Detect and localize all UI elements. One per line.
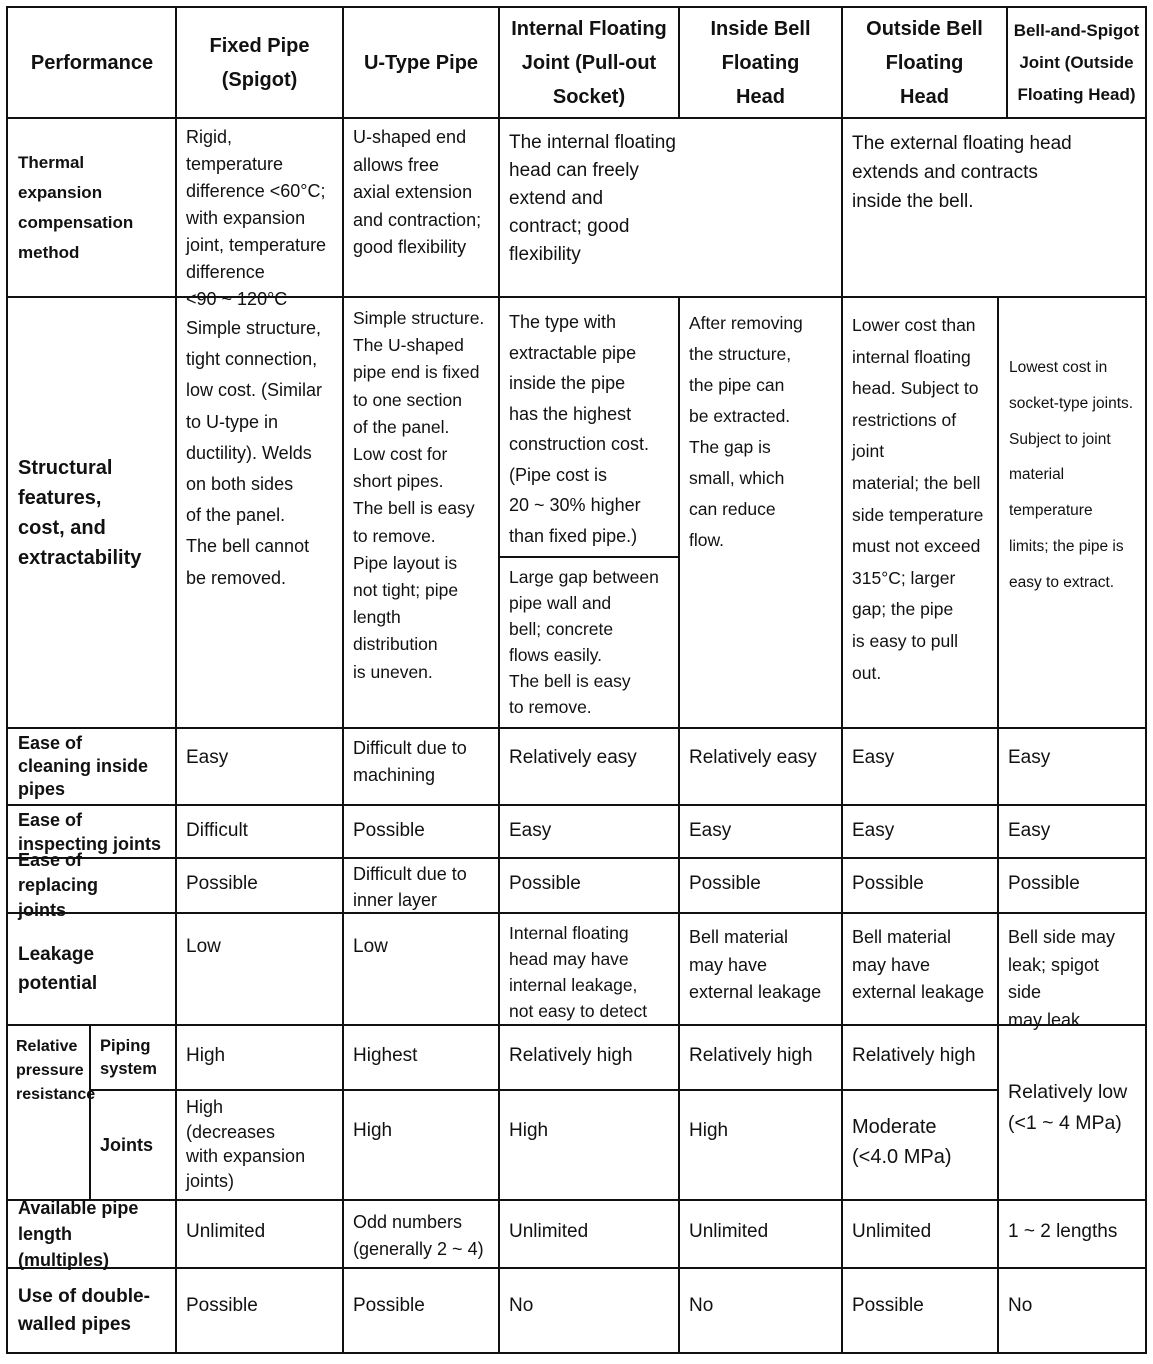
pressure-piping-label: Piping system: [100, 1037, 157, 1078]
thermal-external: The external floating head extends and contracts inside the bell.: [852, 133, 1072, 212]
leakage-outside-bell: Bell material may have external leakage: [852, 927, 985, 1002]
pressure-joints-inside-bell: High: [689, 1120, 729, 1141]
inspecting-u-type: Possible: [353, 820, 425, 841]
header-fixed-pipe: Fixed Pipe (Spigot): [209, 35, 310, 91]
header-outside-bell: Outside Bell Floating Head: [866, 18, 983, 108]
pressure-piping-outside-bell: Relatively high: [852, 1045, 976, 1066]
cleaning-bell-spigot: Easy: [1008, 747, 1051, 768]
length-bell-spigot: 1 ~ 2 lengths: [1008, 1221, 1118, 1242]
pressure-joints-fixed-pipe: High (decreases with expansion joints): [186, 1097, 306, 1191]
pressure-bell-spigot: Relatively low (<1 ~ 4 MPa): [1008, 1081, 1128, 1134]
inspecting-fixed-pipe: Difficult: [186, 820, 248, 841]
structural-inside-bell: After removing the structure, the pipe can be extracted. The gap is small, which can reduce flow.: [689, 313, 803, 550]
row-label-length: Available pipe length (multiples): [18, 1198, 139, 1270]
length-outside-bell: Unlimited: [852, 1221, 932, 1242]
row-label-double-walled: Use of double- walled pipes: [18, 1285, 150, 1335]
row-label-leakage: Leakage potential: [18, 944, 98, 994]
double-walled-internal: No: [509, 1295, 534, 1316]
thermal-internal-inside: The internal floating head can freely extend and contract; good flexibility: [509, 132, 676, 265]
length-fixed-pipe: Unlimited: [186, 1221, 266, 1242]
row-label-thermal: Thermal expansion compensation method: [18, 152, 134, 262]
leakage-u-type: Low: [353, 936, 388, 957]
replacing-fixed-pipe: Possible: [186, 873, 258, 894]
double-walled-inside-bell: No: [689, 1295, 714, 1316]
row-label-inspecting: Ease of inspecting joints: [18, 809, 162, 854]
pressure-joints-u-type: High: [353, 1120, 393, 1141]
length-internal: Unlimited: [509, 1221, 589, 1242]
leakage-inside-bell: Bell material may have external leakage: [689, 927, 822, 1002]
header-performance: Performance: [30, 52, 154, 74]
cleaning-internal: Relatively easy: [509, 747, 637, 768]
structural-internal-top: The type with extractable pipe inside the pipe has the highest construction cost. (Pipe cost is 20 ~ 30% higher than fixed pipe.): [509, 312, 650, 546]
length-inside-bell: Unlimited: [689, 1221, 769, 1242]
replacing-u-type: Difficult due to inner layer: [353, 864, 467, 910]
structural-internal-bottom: Large gap between pipe wall and bell; concrete flows easily. The bell is easy to remove.: [509, 567, 659, 717]
cleaning-u-type: Difficult due to machining: [353, 738, 467, 785]
pressure-piping-u-type: Highest: [353, 1045, 418, 1066]
pressure-joints-internal: High: [509, 1120, 549, 1141]
row-label-pressure: Relative pressure resistance: [16, 1038, 96, 1103]
replacing-outside-bell: Possible: [852, 873, 924, 894]
row-label-replacing: Ease of replacing joints: [18, 850, 99, 920]
inspecting-inside-bell: Easy: [689, 820, 732, 841]
pressure-piping-inside-bell: Relatively high: [689, 1045, 813, 1066]
row-label-cleaning: Ease of cleaning inside pipes: [18, 733, 149, 799]
inspecting-outside-bell: Easy: [852, 820, 895, 841]
pressure-piping-fixed-pipe: High: [186, 1045, 226, 1066]
pressure-joints-label: Joints: [100, 1135, 154, 1155]
leakage-fixed-pipe: Low: [186, 936, 221, 957]
double-walled-bell-spigot: No: [1008, 1295, 1033, 1316]
cleaning-inside-bell: Relatively easy: [689, 747, 817, 768]
leakage-bell-spigot: Bell side may leak; spigot side may leak: [1008, 927, 1116, 1030]
cleaning-fixed-pipe: Easy: [186, 747, 229, 768]
header-u-type-pipe: U-Type Pipe: [363, 52, 479, 74]
double-walled-outside-bell: Possible: [852, 1295, 924, 1316]
double-walled-fixed-pipe: Possible: [186, 1295, 258, 1316]
replacing-bell-spigot: Possible: [1008, 873, 1080, 894]
pressure-piping-internal: Relatively high: [509, 1045, 633, 1066]
thermal-fixed-pipe: Rigid, temperature difference <60°C; with expansion joint, temperature difference <90 ~ 120°C: [186, 127, 327, 309]
thermal-u-type: U-shaped end allows free axial extension and contraction; good flexibility: [353, 127, 482, 257]
header-bell-and-spigot: Bell-and-Spigot Joint (Outside Floating Head): [1013, 21, 1140, 104]
length-u-type: Odd numbers (generally 2 ~ 4): [353, 1212, 484, 1259]
inspecting-bell-spigot: Easy: [1008, 820, 1051, 841]
double-walled-u-type: Possible: [353, 1295, 425, 1316]
inspecting-internal: Easy: [509, 820, 552, 841]
structural-u-type: Simple structure. The U-shaped pipe end is fixed to one section of the panel. Low cost for short pipes. The bell is easy to remove. Pipe layout is not tight; pipe length distribution is uneven.: [353, 308, 485, 682]
leakage-internal: Internal floating head may have internal leakage, not easy to detect: [509, 923, 648, 1021]
replacing-inside-bell: Possible: [689, 873, 761, 894]
header-internal-floating: Internal Floating Joint (Pull-out Socket): [511, 18, 667, 108]
structural-outside-bell: Lower cost than internal floating head. Subject to restrictions of joint material; the bell side temperature must not exceed 315°C; larger gap; the pipe is easy to pull out.: [852, 315, 984, 683]
replacing-internal: Possible: [509, 873, 581, 894]
header-inside-bell: Inside Bell Floating Head: [710, 18, 811, 108]
structural-bell-spigot: Lowest cost in socket-type joints. Subject to joint material temperature limits; the pipe is easy to extract.: [1009, 359, 1134, 591]
cleaning-outside-bell: Easy: [852, 747, 895, 768]
pressure-joints-outside-bell: Moderate (<4.0 MPa): [852, 1116, 952, 1168]
structural-fixed-pipe: Simple structure, tight connection, low cost. (Similar to U-type in ductility). Welds on both sides of the panel. The bell cannot be removed.: [186, 318, 323, 588]
row-label-structural: Structural features, cost, and extractability: [18, 456, 142, 569]
